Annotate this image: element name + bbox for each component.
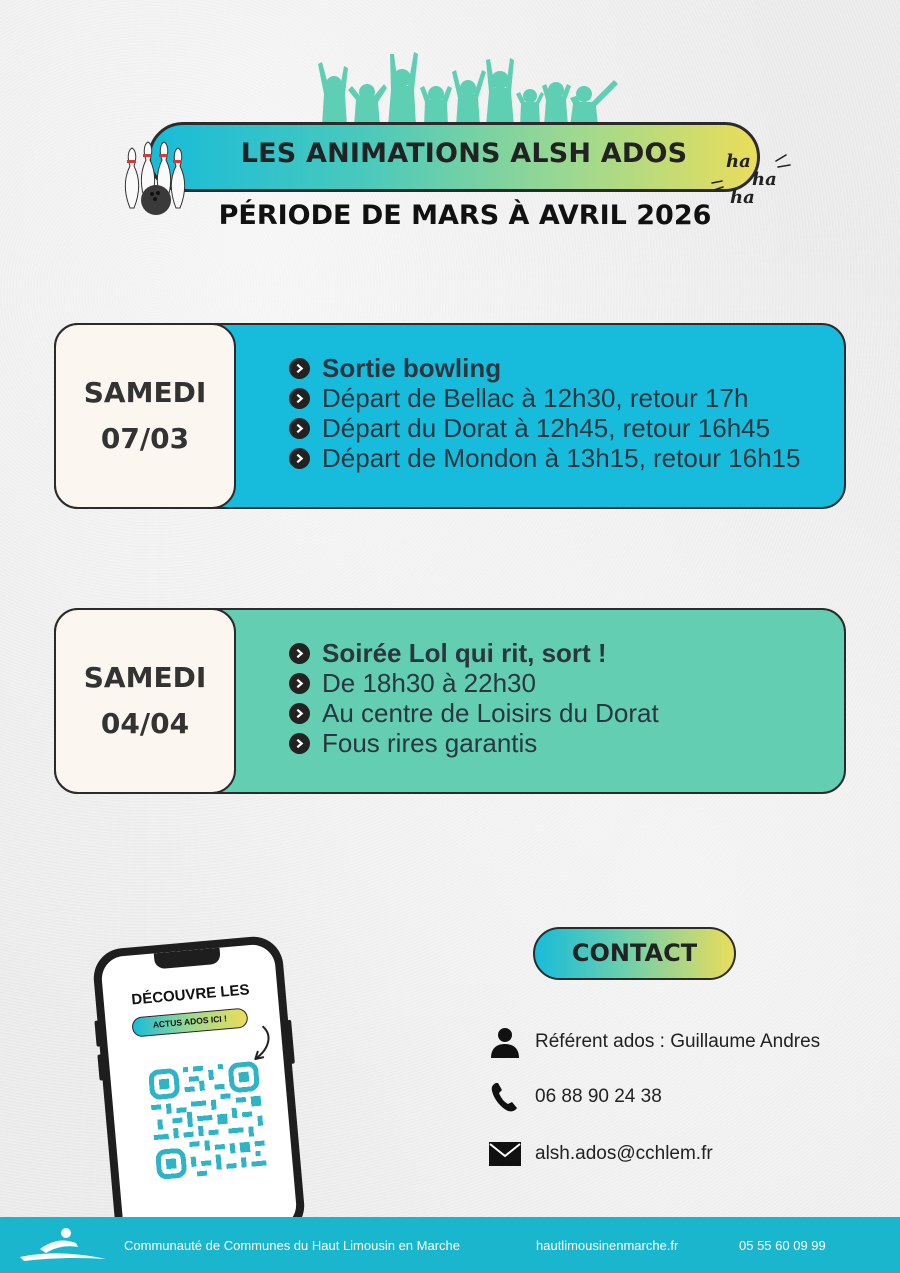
phone-screen xyxy=(100,943,298,1241)
contact-phone-row[interactable] xyxy=(488,1080,662,1114)
mail-icon xyxy=(488,1137,522,1171)
org-logo-icon xyxy=(18,1225,108,1265)
event-details xyxy=(289,638,659,758)
chevron-right-icon xyxy=(289,388,310,409)
qr-code-icon[interactable] xyxy=(148,1061,267,1180)
chevron-right-icon xyxy=(289,448,310,469)
contact-phone[interactable]: 06 88 90 24 38 xyxy=(535,1086,662,1107)
chevron-right-icon xyxy=(289,733,310,754)
phone-notch xyxy=(154,948,221,970)
footer-website[interactable]: hautlimousinenmarche.fr xyxy=(536,1238,679,1253)
period-subtitle: PÉRIODE DE MARS À AVRIL 2026 xyxy=(218,200,712,231)
contact-email[interactable]: alsh.ados@cchlem.fr xyxy=(535,1143,713,1164)
event-card-soiree xyxy=(54,608,846,794)
event-detail: De 18h30 à 22h30 xyxy=(289,668,659,698)
phone-pill: ACTUS ADOS ICI ! xyxy=(131,1008,248,1038)
svg-text:ha: ha xyxy=(752,169,777,190)
event-details xyxy=(289,353,800,473)
event-title: Soirée Lol qui rit, sort ! xyxy=(289,638,659,668)
chevron-right-icon xyxy=(289,673,310,694)
event-card-bowling xyxy=(54,323,846,509)
event-day: SAMEDI xyxy=(83,661,207,694)
phone-heading: DÉCOUVRE LES xyxy=(130,981,251,1009)
event-date: 04/04 xyxy=(100,707,190,740)
person-icon xyxy=(488,1025,522,1059)
contact-email-row[interactable] xyxy=(488,1137,713,1171)
contact-referent: Référent ados : Guillaume Andres xyxy=(535,1031,821,1052)
event-detail: Fous rires garantis xyxy=(289,728,659,758)
svg-text:ha: ha xyxy=(730,187,755,208)
footer xyxy=(0,1217,900,1273)
chevron-right-icon xyxy=(289,643,310,664)
event-date: 07/03 xyxy=(100,422,190,455)
crowd-silhouette-icon xyxy=(312,50,624,126)
footer-org: Communauté de Communes du Haut Limousin en Marche xyxy=(124,1238,461,1253)
event-date-box xyxy=(54,323,236,509)
event-day: SAMEDI xyxy=(83,376,207,409)
event-title: Sortie bowling xyxy=(289,353,800,383)
event-date-box xyxy=(54,608,236,794)
chevron-right-icon xyxy=(289,703,310,724)
contact-referent-row xyxy=(488,1025,820,1059)
event-detail: Départ de Mondon à 13h15, retour 16h15 xyxy=(289,443,800,473)
page-title: LES ANIMATIONS ALSH ADOS xyxy=(240,138,688,169)
event-detail: Départ du Dorat à 12h45, retour 16h45 xyxy=(289,413,800,443)
phone-body xyxy=(91,934,306,1249)
phone-icon xyxy=(488,1080,522,1114)
chevron-right-icon xyxy=(289,358,310,379)
footer-phone[interactable]: 05 55 60 09 99 xyxy=(739,1238,826,1253)
event-detail: Au centre de Loisirs du Dorat xyxy=(289,698,659,728)
chevron-right-icon xyxy=(289,418,310,439)
svg-text:ha: ha xyxy=(726,151,751,172)
contact-heading: CONTACT xyxy=(533,927,736,980)
phone-mockup xyxy=(91,934,306,1249)
event-detail: Départ de Bellac à 12h30, retour 17h xyxy=(289,383,800,413)
